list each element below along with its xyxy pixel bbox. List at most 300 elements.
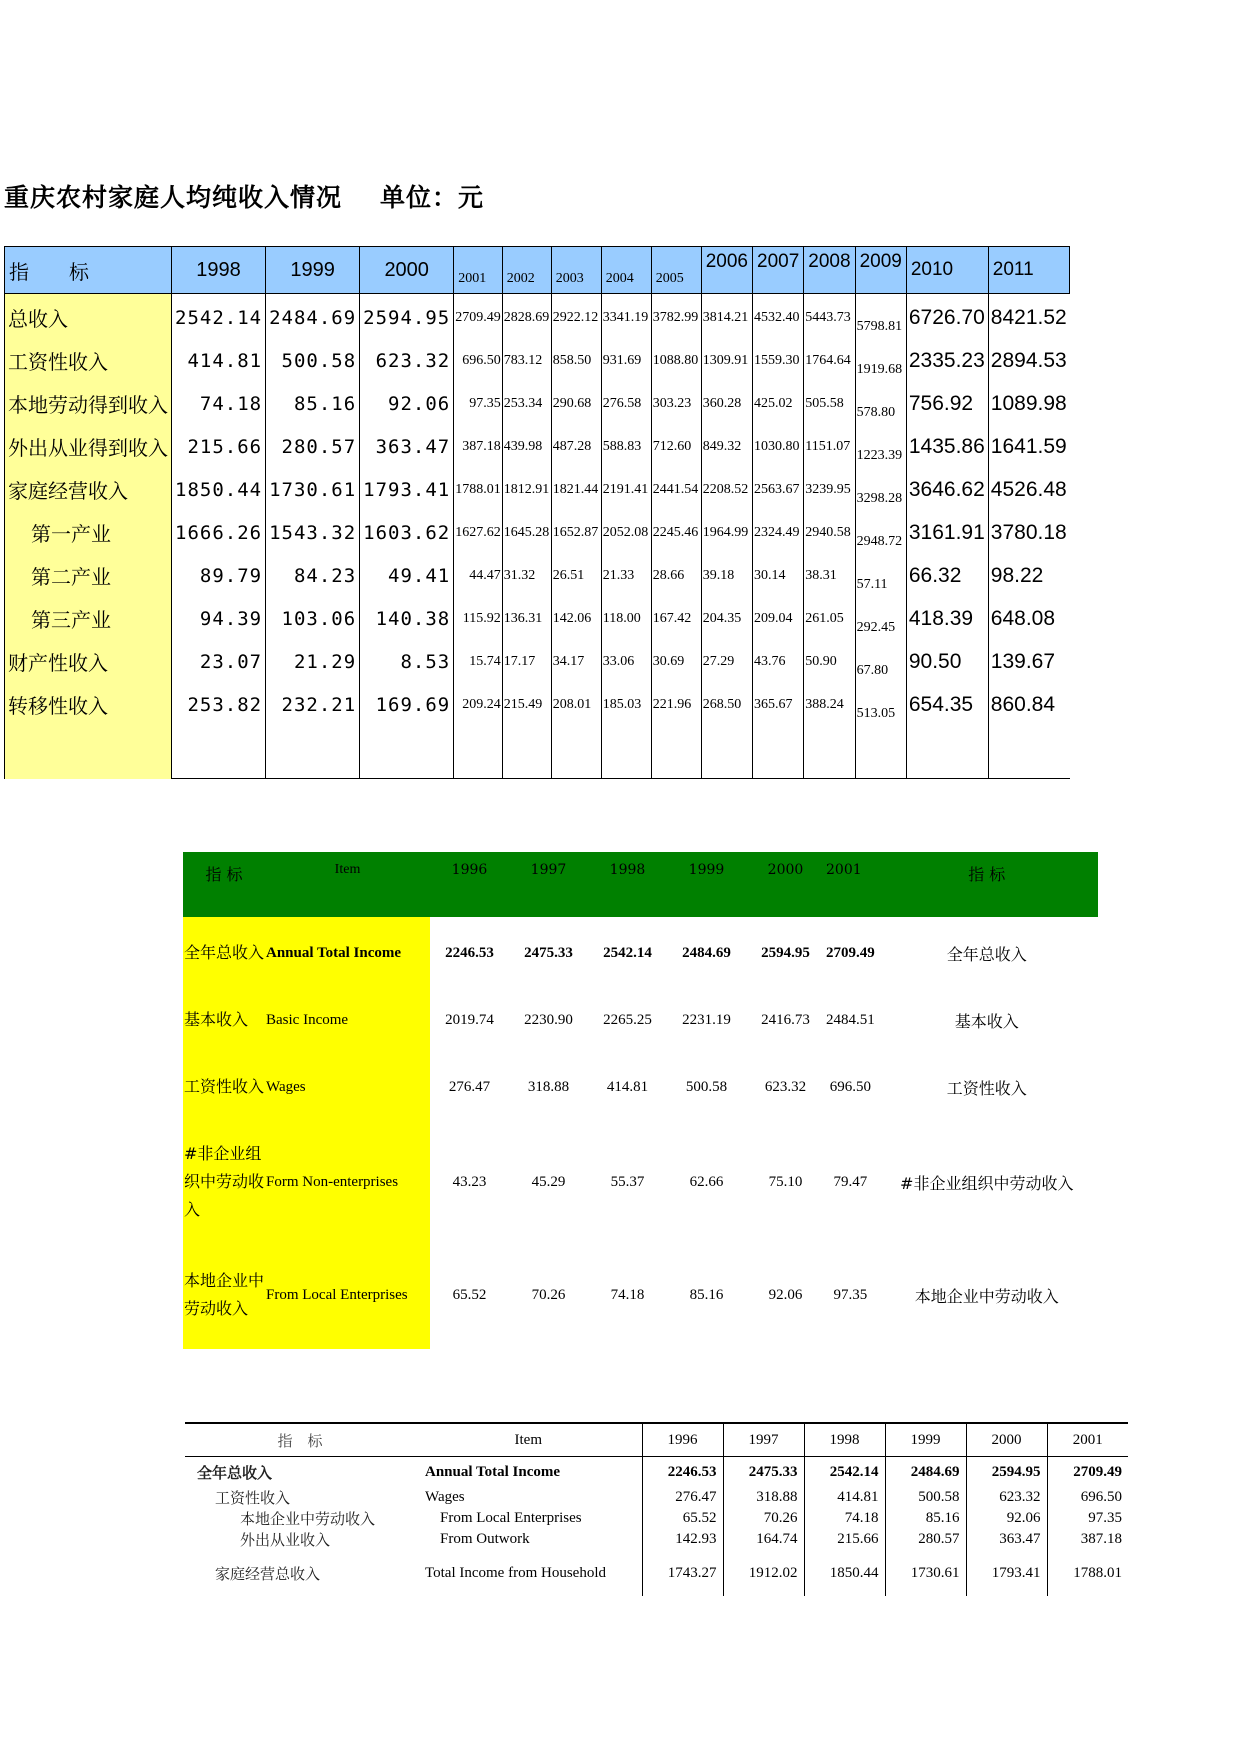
blank-cell (988, 726, 1069, 779)
cell-value: 363.47 (360, 425, 454, 468)
table2-header-indicator-right: 指 标 (876, 852, 1098, 917)
blank-cell (360, 726, 454, 779)
cell-value: 1812.91 (502, 468, 551, 511)
cell-value: 1919.68 (855, 339, 906, 382)
cell-value: 280.57 (266, 425, 360, 468)
row-label-zh: 工资性收入 (215, 1489, 291, 1507)
cell-value: 3298.28 (855, 468, 906, 511)
cell-value: 2709.49 (454, 294, 503, 340)
cell-value: 712.60 (651, 425, 701, 468)
table-row (5, 640, 1070, 683)
cell-value: 505.58 (804, 382, 855, 425)
cell-value: 97.35 (1047, 1508, 1128, 1529)
cell-value: 3646.62 (906, 468, 988, 511)
cell-value: 2594.95 (966, 1457, 1047, 1488)
cell-value: 2709.49 (826, 944, 875, 961)
row-label: 财产性收入 (5, 640, 172, 683)
cell-value: 849.32 (701, 425, 752, 468)
cell-value: 26.51 (551, 554, 601, 597)
cell-value: 268.50 (701, 683, 752, 726)
table1-header-2006: 2006 (701, 247, 752, 294)
cell-value: 276.47 (448, 1078, 491, 1095)
cell-value: 84.23 (266, 554, 360, 597)
table-row (185, 1550, 1128, 1596)
cell-value: 1089.98 (988, 382, 1069, 425)
table1-header-1998: 1998 (172, 247, 266, 294)
cell-value: 1603.62 (360, 511, 454, 554)
cell-value: 31.32 (502, 554, 551, 597)
cell-value: 387.18 (454, 425, 503, 468)
cell-value: 1543.32 (266, 511, 360, 554)
row-label-zh-right: 本地企业中劳动收入 (914, 1286, 1059, 1306)
cell-value: 2475.33 (723, 1457, 804, 1488)
cell-value: 696.50 (454, 339, 503, 382)
income-table-1996-2001-bilingual (183, 852, 1098, 1349)
cell-value: 70.26 (531, 1286, 566, 1303)
table1-header-2005: 2005 (651, 247, 701, 294)
cell-value: 85.16 (689, 1286, 724, 1303)
cell-value: 860.84 (988, 683, 1069, 726)
cell-value: 2441.54 (651, 468, 701, 511)
cell-value: 3782.99 (651, 294, 701, 340)
cell-value: 756.92 (906, 382, 988, 425)
cell-value: 2542.14 (804, 1457, 885, 1488)
cell-value: 588.83 (601, 425, 651, 468)
cell-value: 414.81 (606, 1078, 649, 1095)
cell-value: 623.32 (966, 1487, 1047, 1508)
cell-value: 70.26 (723, 1508, 804, 1529)
cell-value: 2828.69 (502, 294, 551, 340)
table-row (183, 1241, 1098, 1349)
cell-value: 1730.61 (885, 1550, 966, 1596)
cell-value: 1764.64 (804, 339, 855, 382)
cell-value: 253.34 (502, 382, 551, 425)
blank-cell (5, 726, 172, 779)
blank-cell (651, 726, 701, 779)
cell-value: 50.90 (804, 640, 855, 683)
table-row (5, 425, 1070, 468)
cell-value: 2894.53 (988, 339, 1069, 382)
cell-value: 57.11 (855, 554, 906, 597)
row-label-en: From Local Enterprises (440, 1510, 582, 1526)
cell-value: 6726.70 (906, 294, 988, 340)
cell-value: 1151.07 (804, 425, 855, 468)
cell-value: 142.06 (551, 597, 601, 640)
cell-value: 2191.41 (601, 468, 651, 511)
cell-value: 2709.49 (1047, 1457, 1128, 1488)
cell-value: 215.49 (502, 683, 551, 726)
table3-header-1997: 1997 (723, 1423, 804, 1457)
cell-value: 1645.28 (502, 511, 551, 554)
cell-value: 318.88 (527, 1078, 570, 1095)
cell-value: 98.22 (988, 554, 1069, 597)
blank-cell (601, 726, 651, 779)
row-label-zh: #非企业组织中劳动收入 (183, 1123, 265, 1241)
cell-value: 94.39 (172, 597, 266, 640)
row-label-zh: 本地企业中劳动收入 (240, 1510, 376, 1528)
cell-value: 2335.23 (906, 339, 988, 382)
cell-value: 45.29 (531, 1173, 566, 1190)
cell-value: 648.08 (988, 597, 1069, 640)
table2-header-1997: 1997 (509, 852, 588, 917)
cell-value: 1627.62 (454, 511, 503, 554)
row-label-en: Annual Total Income (265, 917, 430, 989)
row-label-en: From Local Enterprises (265, 1241, 430, 1349)
row-label-en: Annual Total Income (425, 1463, 561, 1480)
cell-value: 280.57 (885, 1529, 966, 1550)
cell-value: 2484.69 (682, 944, 731, 961)
row-label: 外出从业得到收入 (5, 425, 172, 468)
blank-cell (172, 726, 266, 779)
row-label-en: Form Non-enterprises (265, 1123, 430, 1241)
cell-value: 65.52 (452, 1286, 487, 1303)
cell-value: 1652.87 (551, 511, 601, 554)
cell-value: 1850.44 (804, 1550, 885, 1596)
row-label: 本地劳动得到收入 (5, 382, 172, 425)
table2-header-1996: 1996 (430, 852, 509, 917)
table-row (185, 1487, 1128, 1508)
row-label-zh-right: 工资性收入 (946, 1078, 1027, 1098)
row-label: 工资性收入 (5, 339, 172, 382)
table-row (185, 1457, 1128, 1488)
cell-value: 696.50 (1047, 1487, 1128, 1508)
row-label-zh: 全年总收入 (183, 917, 265, 989)
cell-value: 2940.58 (804, 511, 855, 554)
row-label: 转移性收入 (5, 683, 172, 726)
cell-value: 62.66 (689, 1173, 724, 1190)
cell-value: 2416.73 (761, 1011, 810, 1028)
row-label-zh: 家庭经营总收入 (215, 1564, 321, 1583)
table-row (185, 1508, 1128, 1529)
cell-value: 2594.95 (761, 944, 810, 961)
cell-value: 623.32 (764, 1078, 807, 1095)
cell-value: 2948.72 (855, 511, 906, 554)
row-label-zh: 外出从业收入 (240, 1531, 331, 1549)
table2-header-item: Item (265, 852, 430, 917)
table2-header-indicator: 指 标 (183, 852, 265, 917)
cell-value: 34.17 (551, 640, 601, 683)
cell-value: 2231.19 (682, 1011, 731, 1028)
cell-value: 39.18 (701, 554, 752, 597)
cell-value: 1793.41 (966, 1550, 1047, 1596)
table1-header-2004: 2004 (601, 247, 651, 294)
cell-value: 30.69 (651, 640, 701, 683)
table1-header-2008: 2008 (804, 247, 855, 294)
cell-value: 136.31 (502, 597, 551, 640)
cell-value: 363.47 (966, 1529, 1047, 1550)
cell-value: 208.01 (551, 683, 601, 726)
cell-value: 74.18 (172, 382, 266, 425)
cell-value: 103.06 (266, 597, 360, 640)
table1-header-2002: 2002 (502, 247, 551, 294)
cell-value: 30.14 (753, 554, 804, 597)
table3-header-2000: 2000 (966, 1423, 1047, 1457)
blank-cell (551, 726, 601, 779)
table-row (183, 917, 1098, 989)
row-label: 第二产业 (5, 554, 172, 597)
cell-value: 318.88 (723, 1487, 804, 1508)
cell-value: 221.96 (651, 683, 701, 726)
table-row-blank (5, 726, 1070, 779)
cell-value: 89.79 (172, 554, 266, 597)
cell-value: 215.66 (804, 1529, 885, 1550)
cell-value: 623.32 (360, 339, 454, 382)
row-label-en: Wages (265, 1051, 430, 1123)
cell-value: 8.53 (360, 640, 454, 683)
cell-value: 33.06 (601, 640, 651, 683)
cell-value: 1435.86 (906, 425, 988, 468)
cell-value: 3161.91 (906, 511, 988, 554)
cell-value: 414.81 (804, 1487, 885, 1508)
table-row (5, 468, 1070, 511)
cell-value: 2563.67 (753, 468, 804, 511)
cell-value: 487.28 (551, 425, 601, 468)
table2-header-1998: 1998 (588, 852, 667, 917)
page-title (4, 178, 484, 214)
cell-value: 2208.52 (701, 468, 752, 511)
cell-value: 140.38 (360, 597, 454, 640)
cell-value: 2230.90 (524, 1011, 573, 1028)
cell-value: 500.58 (685, 1078, 728, 1095)
table1-header-2007: 2007 (753, 247, 804, 294)
cell-value: 1666.26 (172, 511, 266, 554)
cell-value: 1788.01 (454, 468, 503, 511)
income-table-1998-2011 (4, 246, 1070, 779)
table-row (5, 339, 1070, 382)
table-row (5, 597, 1070, 640)
cell-value: 387.18 (1047, 1529, 1128, 1550)
cell-value: 2594.95 (360, 294, 454, 340)
table-row (5, 554, 1070, 597)
blank-cell (855, 726, 906, 779)
cell-value: 8421.52 (988, 294, 1069, 340)
cell-value: 92.06 (966, 1508, 1047, 1529)
row-label-en: Total Income from Household (425, 1565, 606, 1581)
cell-value: 74.18 (804, 1508, 885, 1529)
cell-value: 17.17 (502, 640, 551, 683)
table1-header-indicator: 指 标 (5, 247, 172, 294)
cell-value: 209.04 (753, 597, 804, 640)
blank-cell (753, 726, 804, 779)
cell-value: 2265.25 (603, 1011, 652, 1028)
table3-header-1996: 1996 (642, 1423, 723, 1457)
row-label-zh: 全年总收入 (197, 1463, 273, 1482)
cell-value: 43.76 (753, 640, 804, 683)
cell-value: 1788.01 (1047, 1550, 1128, 1596)
cell-value: 1030.80 (753, 425, 804, 468)
cell-value: 215.66 (172, 425, 266, 468)
row-label-en: From Outwork (440, 1531, 530, 1547)
table2-header-row (183, 852, 1098, 917)
row-label-zh: 本地企业中劳动收入 (183, 1241, 265, 1349)
cell-value: 388.24 (804, 683, 855, 726)
cell-value: 185.03 (601, 683, 651, 726)
cell-value: 1730.61 (266, 468, 360, 511)
cell-value: 1912.02 (723, 1550, 804, 1596)
cell-value: 66.32 (906, 554, 988, 597)
table-row (183, 1051, 1098, 1123)
cell-value: 578.80 (855, 382, 906, 425)
blank-cell (804, 726, 855, 779)
cell-value: 783.12 (502, 339, 551, 382)
row-label-en: Basic Income (265, 989, 430, 1051)
cell-value: 513.05 (855, 683, 906, 726)
table3-header-1998: 1998 (804, 1423, 885, 1457)
table-row (5, 382, 1070, 425)
cell-value: 164.74 (723, 1529, 804, 1550)
cell-value: 500.58 (885, 1487, 966, 1508)
cell-value: 2052.08 (601, 511, 651, 554)
table1-header-row (5, 247, 1070, 294)
table1-header-2009: 2009 (855, 247, 906, 294)
table1-header-2001: 2001 (454, 247, 503, 294)
cell-value: 3780.18 (988, 511, 1069, 554)
cell-value: 360.28 (701, 382, 752, 425)
cell-value: 2542.14 (603, 944, 652, 961)
blank-cell (266, 726, 360, 779)
cell-value: 365.67 (753, 683, 804, 726)
cell-value: 2019.74 (445, 1011, 494, 1028)
cell-value: 2484.69 (885, 1457, 966, 1488)
row-label-zh-right: #非企业组织中劳动收入 (900, 1173, 1074, 1193)
cell-value: 500.58 (266, 339, 360, 382)
cell-value: 261.05 (804, 597, 855, 640)
cell-value: 92.06 (768, 1286, 803, 1303)
table2-header-1999: 1999 (667, 852, 746, 917)
cell-value: 1743.27 (642, 1550, 723, 1596)
cell-value: 1964.99 (701, 511, 752, 554)
cell-value: 204.35 (701, 597, 752, 640)
cell-value: 21.33 (601, 554, 651, 597)
cell-value: 4532.40 (753, 294, 804, 340)
cell-value: 290.68 (551, 382, 601, 425)
income-table-1996-2001-formal (185, 1422, 1128, 1596)
table2-header-2000: 2000 (746, 852, 825, 917)
cell-value: 85.16 (885, 1508, 966, 1529)
cell-value: 303.23 (651, 382, 701, 425)
cell-value: 28.66 (651, 554, 701, 597)
table1-header-2010: 2010 (906, 247, 988, 294)
cell-value: 2324.49 (753, 511, 804, 554)
cell-value: 2475.33 (524, 944, 573, 961)
row-label-zh: 工资性收入 (183, 1051, 265, 1123)
cell-value: 696.50 (829, 1078, 871, 1095)
cell-value: 44.47 (454, 554, 503, 597)
cell-value: 5798.81 (855, 294, 906, 340)
cell-value: 3341.19 (601, 294, 651, 340)
cell-value: 858.50 (551, 339, 601, 382)
cell-value: 2245.46 (651, 511, 701, 554)
cell-value: 1309.91 (701, 339, 752, 382)
cell-value: 1559.30 (753, 339, 804, 382)
cell-value: 2484.51 (826, 1011, 875, 1028)
table1-header-2000: 2000 (360, 247, 454, 294)
table3-header-item: Item (415, 1423, 642, 1457)
table3-header-row (185, 1423, 1128, 1457)
title-text: 重庆农村家庭人均纯收入情况 (4, 183, 343, 212)
cell-value: 90.50 (906, 640, 988, 683)
cell-value: 1793.41 (360, 468, 454, 511)
row-label-zh-right: 全年总收入 (946, 944, 1027, 964)
table2-header-2001: 2001 (825, 852, 876, 917)
cell-value: 67.80 (855, 640, 906, 683)
unit-text: 单位：元 (380, 183, 485, 212)
cell-value: 142.93 (642, 1529, 723, 1550)
blank-cell (502, 726, 551, 779)
cell-value: 2484.69 (266, 294, 360, 340)
cell-value: 1641.59 (988, 425, 1069, 468)
cell-value: 414.81 (172, 339, 266, 382)
cell-value: 1088.80 (651, 339, 701, 382)
cell-value: 115.92 (454, 597, 503, 640)
row-label-en: Wages (425, 1489, 465, 1505)
cell-value: 139.67 (988, 640, 1069, 683)
table3-header-1999: 1999 (885, 1423, 966, 1457)
table3-header-indicator: 指 标 (185, 1423, 415, 1457)
table1-header-2011: 2011 (988, 247, 1069, 294)
cell-value: 23.07 (172, 640, 266, 683)
cell-value: 1850.44 (172, 468, 266, 511)
blank-cell (701, 726, 752, 779)
table1-header-2003: 2003 (551, 247, 601, 294)
cell-value: 65.52 (642, 1508, 723, 1529)
cell-value: 97.35 (454, 382, 503, 425)
cell-value: 253.82 (172, 683, 266, 726)
row-label-zh: 基本收入 (183, 989, 265, 1051)
cell-value: 418.39 (906, 597, 988, 640)
cell-value: 931.69 (601, 339, 651, 382)
cell-value: 1821.44 (551, 468, 601, 511)
cell-value: 38.31 (804, 554, 855, 597)
row-label: 第三产业 (5, 597, 172, 640)
cell-value: 15.74 (454, 640, 503, 683)
table-row (5, 294, 1070, 340)
cell-value: 55.37 (610, 1173, 645, 1190)
cell-value: 3239.95 (804, 468, 855, 511)
table-row (185, 1529, 1128, 1550)
cell-value: 43.23 (452, 1173, 487, 1190)
cell-value: 167.42 (651, 597, 701, 640)
cell-value: 2246.53 (642, 1457, 723, 1488)
cell-value: 2542.14 (172, 294, 266, 340)
cell-value: 92.06 (360, 382, 454, 425)
cell-value: 118.00 (601, 597, 651, 640)
cell-value: 292.45 (855, 597, 906, 640)
cell-value: 1223.39 (855, 425, 906, 468)
cell-value: 97.35 (833, 1286, 868, 1303)
row-label: 总收入 (5, 294, 172, 340)
cell-value: 4526.48 (988, 468, 1069, 511)
cell-value: 74.18 (610, 1286, 645, 1303)
row-label: 家庭经营收入 (5, 468, 172, 511)
cell-value: 2922.12 (551, 294, 601, 340)
cell-value: 21.29 (266, 640, 360, 683)
cell-value: 79.47 (833, 1173, 868, 1190)
cell-value: 2246.53 (445, 944, 494, 961)
cell-value: 209.24 (454, 683, 503, 726)
table-row (183, 989, 1098, 1051)
table-row (183, 1123, 1098, 1241)
cell-value: 27.29 (701, 640, 752, 683)
row-label-zh-right: 基本收入 (954, 1011, 1019, 1031)
cell-value: 5443.73 (804, 294, 855, 340)
blank-cell (906, 726, 988, 779)
cell-value: 75.10 (768, 1173, 803, 1190)
cell-value: 654.35 (906, 683, 988, 726)
table-row (5, 511, 1070, 554)
cell-value: 276.58 (601, 382, 651, 425)
cell-value: 232.21 (266, 683, 360, 726)
